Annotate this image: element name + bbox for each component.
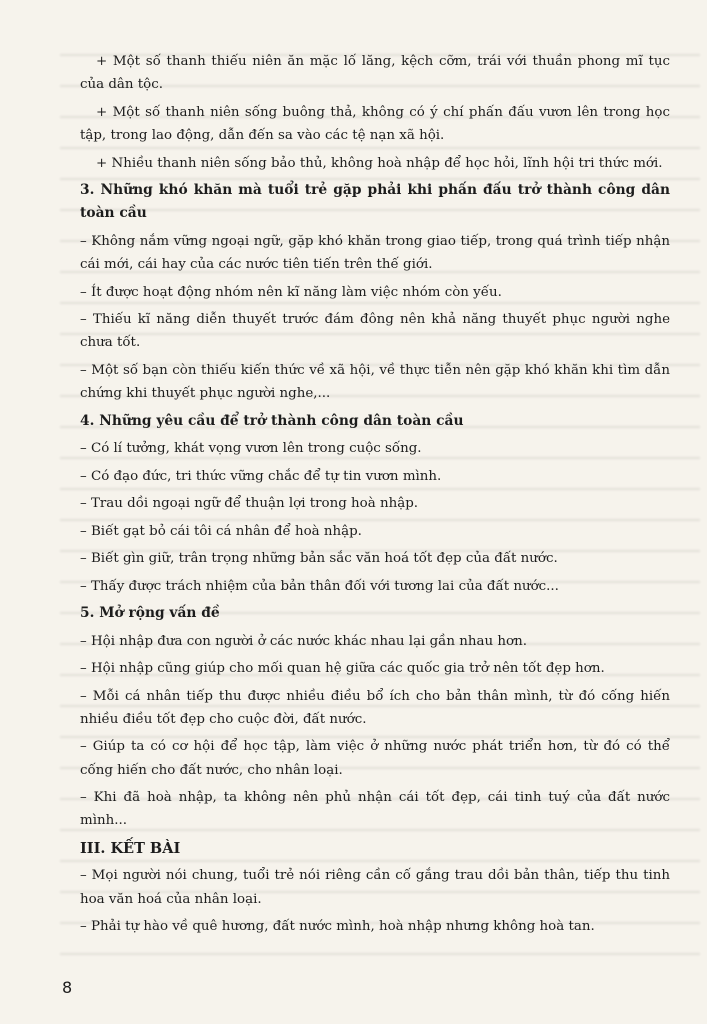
section-4-heading: 4. Những yêu cầu để trở thành công dân toàn cầu	[80, 412, 464, 429]
list-item: – Thấy được trách nhiệm của bản thân đối với tương lai của đất nước...	[80, 578, 559, 594]
list-item: – Một số bạn còn thiếu kiến thức về xã hội, về thực tiễn nên gặp khó khăn khi tìm dẫn chứng khi thuyết phục người nghe,...	[80, 362, 670, 402]
section-5-heading: 5. Mở rộng vấn đề	[80, 605, 220, 622]
list-item: – Mỗi cá nhân tiếp thu được nhiều điều bổ ích cho bản thân mình, từ đó cống hiến nhiều điều tốt đẹp cho cuộc đời, đất nước.	[80, 688, 670, 727]
list-item: – Ít được hoạt động nhóm nên kĩ năng làm việc nhóm còn yếu.	[80, 284, 502, 300]
list-item: – Biết gạt bỏ cái tôi cá nhân để hoà nhập.	[80, 523, 362, 539]
list-item: – Trau dồi ngoại ngữ để thuận lợi trong hoà nhập.	[80, 496, 419, 512]
section-3-heading: 3. Những khó khăn mà tuổi trẻ gặp phải khi phấn đấu trở thành công dân toàn cầu	[80, 182, 670, 222]
list-item: – Thiếu kĩ năng diễn thuyết trước đám đông nên khả năng thuyết phục người nghe chưa tốt.	[80, 312, 670, 351]
list-item: – Khi đã hoà nhập, ta không nên phủ nhận cái tốt đẹp, cái tinh tuý của đất nước mình...	[80, 790, 670, 829]
list-item: – Có lí tưởng, khát vọng vươn lên trong cuộc sống.	[80, 441, 422, 457]
list-item: – Hội nhập đưa con người ở các nước khác nhau lại gần nhau hơn.	[80, 633, 527, 649]
list-item: + Một số thanh niên sống buông thả, không có ý chí phấn đấu vươn lên trong học tập, trong lao động, dẫn đến sa vào các tệ nạn xã hội.	[80, 104, 670, 144]
list-item: + Nhiều thanh niên sống bảo thủ, không hoà nhập để học hỏi, lĩnh hội tri thức mới.	[96, 155, 663, 171]
list-item: + Một số thanh thiếu niên ăn mặc lố lăng, kệch cỡm, trái với thuần phong mĩ tục của dân tộc.	[80, 54, 670, 93]
conclusion-heading: III. KẾT BÀI	[80, 839, 181, 857]
page-number: 8	[62, 978, 73, 997]
page-body	[80, 50, 670, 943]
list-item: – Không nắm vững ngoại ngữ, gặp khó khăn trong giao tiếp, trong quá trình tiếp nhận cái mới, cái hay của các nước tiên tiến trên thế giới.	[80, 233, 670, 273]
list-item: – Có đạo đức, tri thức vững chắc để tự tin vươn mình.	[80, 468, 442, 484]
list-item: – Phải tự hào về quê hương, đất nước mình, hoà nhập nhưng không hoà tan.	[80, 919, 595, 935]
list-item: – Hội nhập cũng giúp cho mối quan hệ giữa các quốc gia trở nên tốt đẹp hơn.	[80, 661, 605, 677]
list-item: – Mọi người nói chung, tuổi trẻ nói riêng cần cố gắng trau dồi bản thân, tiếp thu tinh hoa văn hoá của nhân loại.	[80, 868, 670, 907]
list-item: – Giúp ta có cơ hội để học tập, làm việc ở những nước phát triển hơn, từ đó có thể cống hiến cho đất nước, cho nhân loại.	[80, 739, 670, 778]
list-item: – Biết gìn giữ, trân trọng những bản sắc văn hoá tốt đẹp của đất nước.	[80, 551, 558, 567]
